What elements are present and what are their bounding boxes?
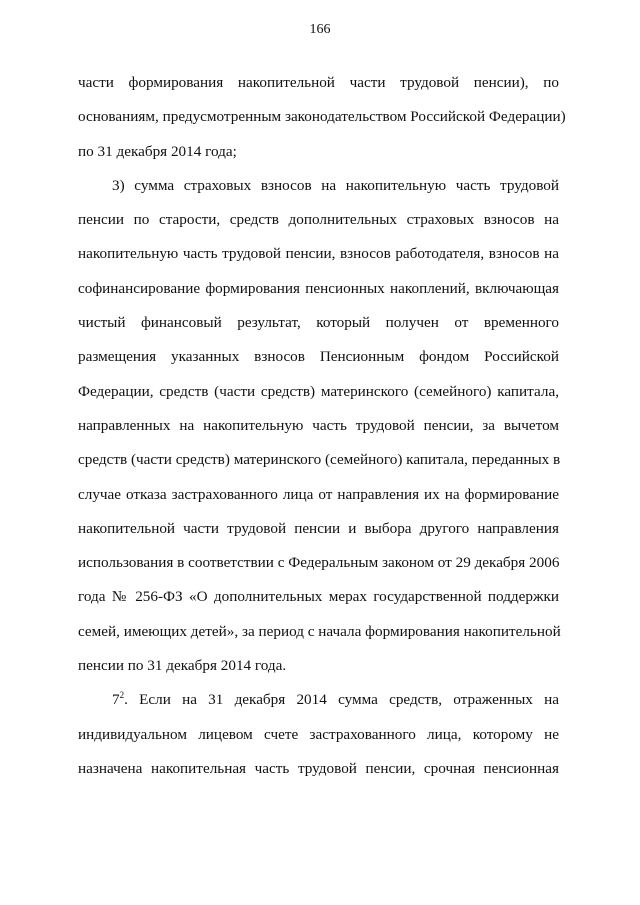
item-number: 7 bbox=[112, 691, 120, 709]
text-line: основаниям, предусмотренным законодательством Российской Федерации) bbox=[78, 108, 566, 126]
paragraph-continuation bbox=[78, 66, 566, 169]
text-line: размещения указанных взносов Пенсионным фондом Российской bbox=[78, 348, 559, 366]
text-line: пенсии по 31 декабря 2014 года. bbox=[78, 657, 287, 675]
text-line: Федерации, средств (части средств) материнского (семейного) капитала, bbox=[78, 382, 559, 400]
text-line: пенсии по старости, средств дополнительных страховых взносов на bbox=[78, 211, 559, 229]
text-line bbox=[78, 683, 559, 717]
paragraph-item-7-2 bbox=[78, 683, 559, 786]
text-line: 3) сумма страховых взносов на накопительную часть трудовой bbox=[112, 176, 559, 194]
text-line: чистый финансовый результат, который получен от временного bbox=[78, 314, 559, 332]
text-line: части формирования накопительной части трудовой пенсии), по bbox=[78, 74, 559, 91]
paragraph-item-3 bbox=[78, 169, 559, 683]
text-line: средств (части средств) материнского (семейного) капитала, переданных в bbox=[78, 451, 561, 469]
text-line: случае отказа застрахованного лица от направления их на формирование bbox=[78, 485, 559, 503]
text-line: года № 256-ФЗ «О дополнительных мерах государственной поддержки bbox=[78, 588, 559, 606]
page-number: 166 bbox=[309, 22, 331, 37]
text-line: назначена накопительная часть трудовой пенсии, срочная пенсионная bbox=[78, 759, 559, 777]
text-line: индивидуальном лицевом счете застрахованного лица, которому не bbox=[78, 725, 559, 743]
text-line: использования в соответствии с Федеральным законом от 29 декабря 2006 bbox=[78, 554, 560, 572]
text-line: софинансирование формирования пенсионных накоплений, включающая bbox=[78, 279, 559, 297]
text-line: накопительную часть трудовой пенсии, взносов работодателя, взносов на bbox=[78, 245, 559, 263]
item-superscript: 2 bbox=[119, 690, 125, 701]
text-line: по 31 декабря 2014 года; bbox=[78, 142, 237, 160]
text-fragment: . Если на 31 декабря 2014 сумма средств, отраженных на bbox=[124, 691, 559, 709]
text-line: направленных на накопительную часть трудовой пенсии, за вычетом bbox=[78, 416, 559, 434]
text-line: накопительной части трудовой пенсии и выбора другого направления bbox=[78, 519, 559, 537]
text-line: семей, имеющих детей», за период с начала формирования накопительной bbox=[78, 622, 561, 640]
document-body bbox=[78, 66, 566, 786]
